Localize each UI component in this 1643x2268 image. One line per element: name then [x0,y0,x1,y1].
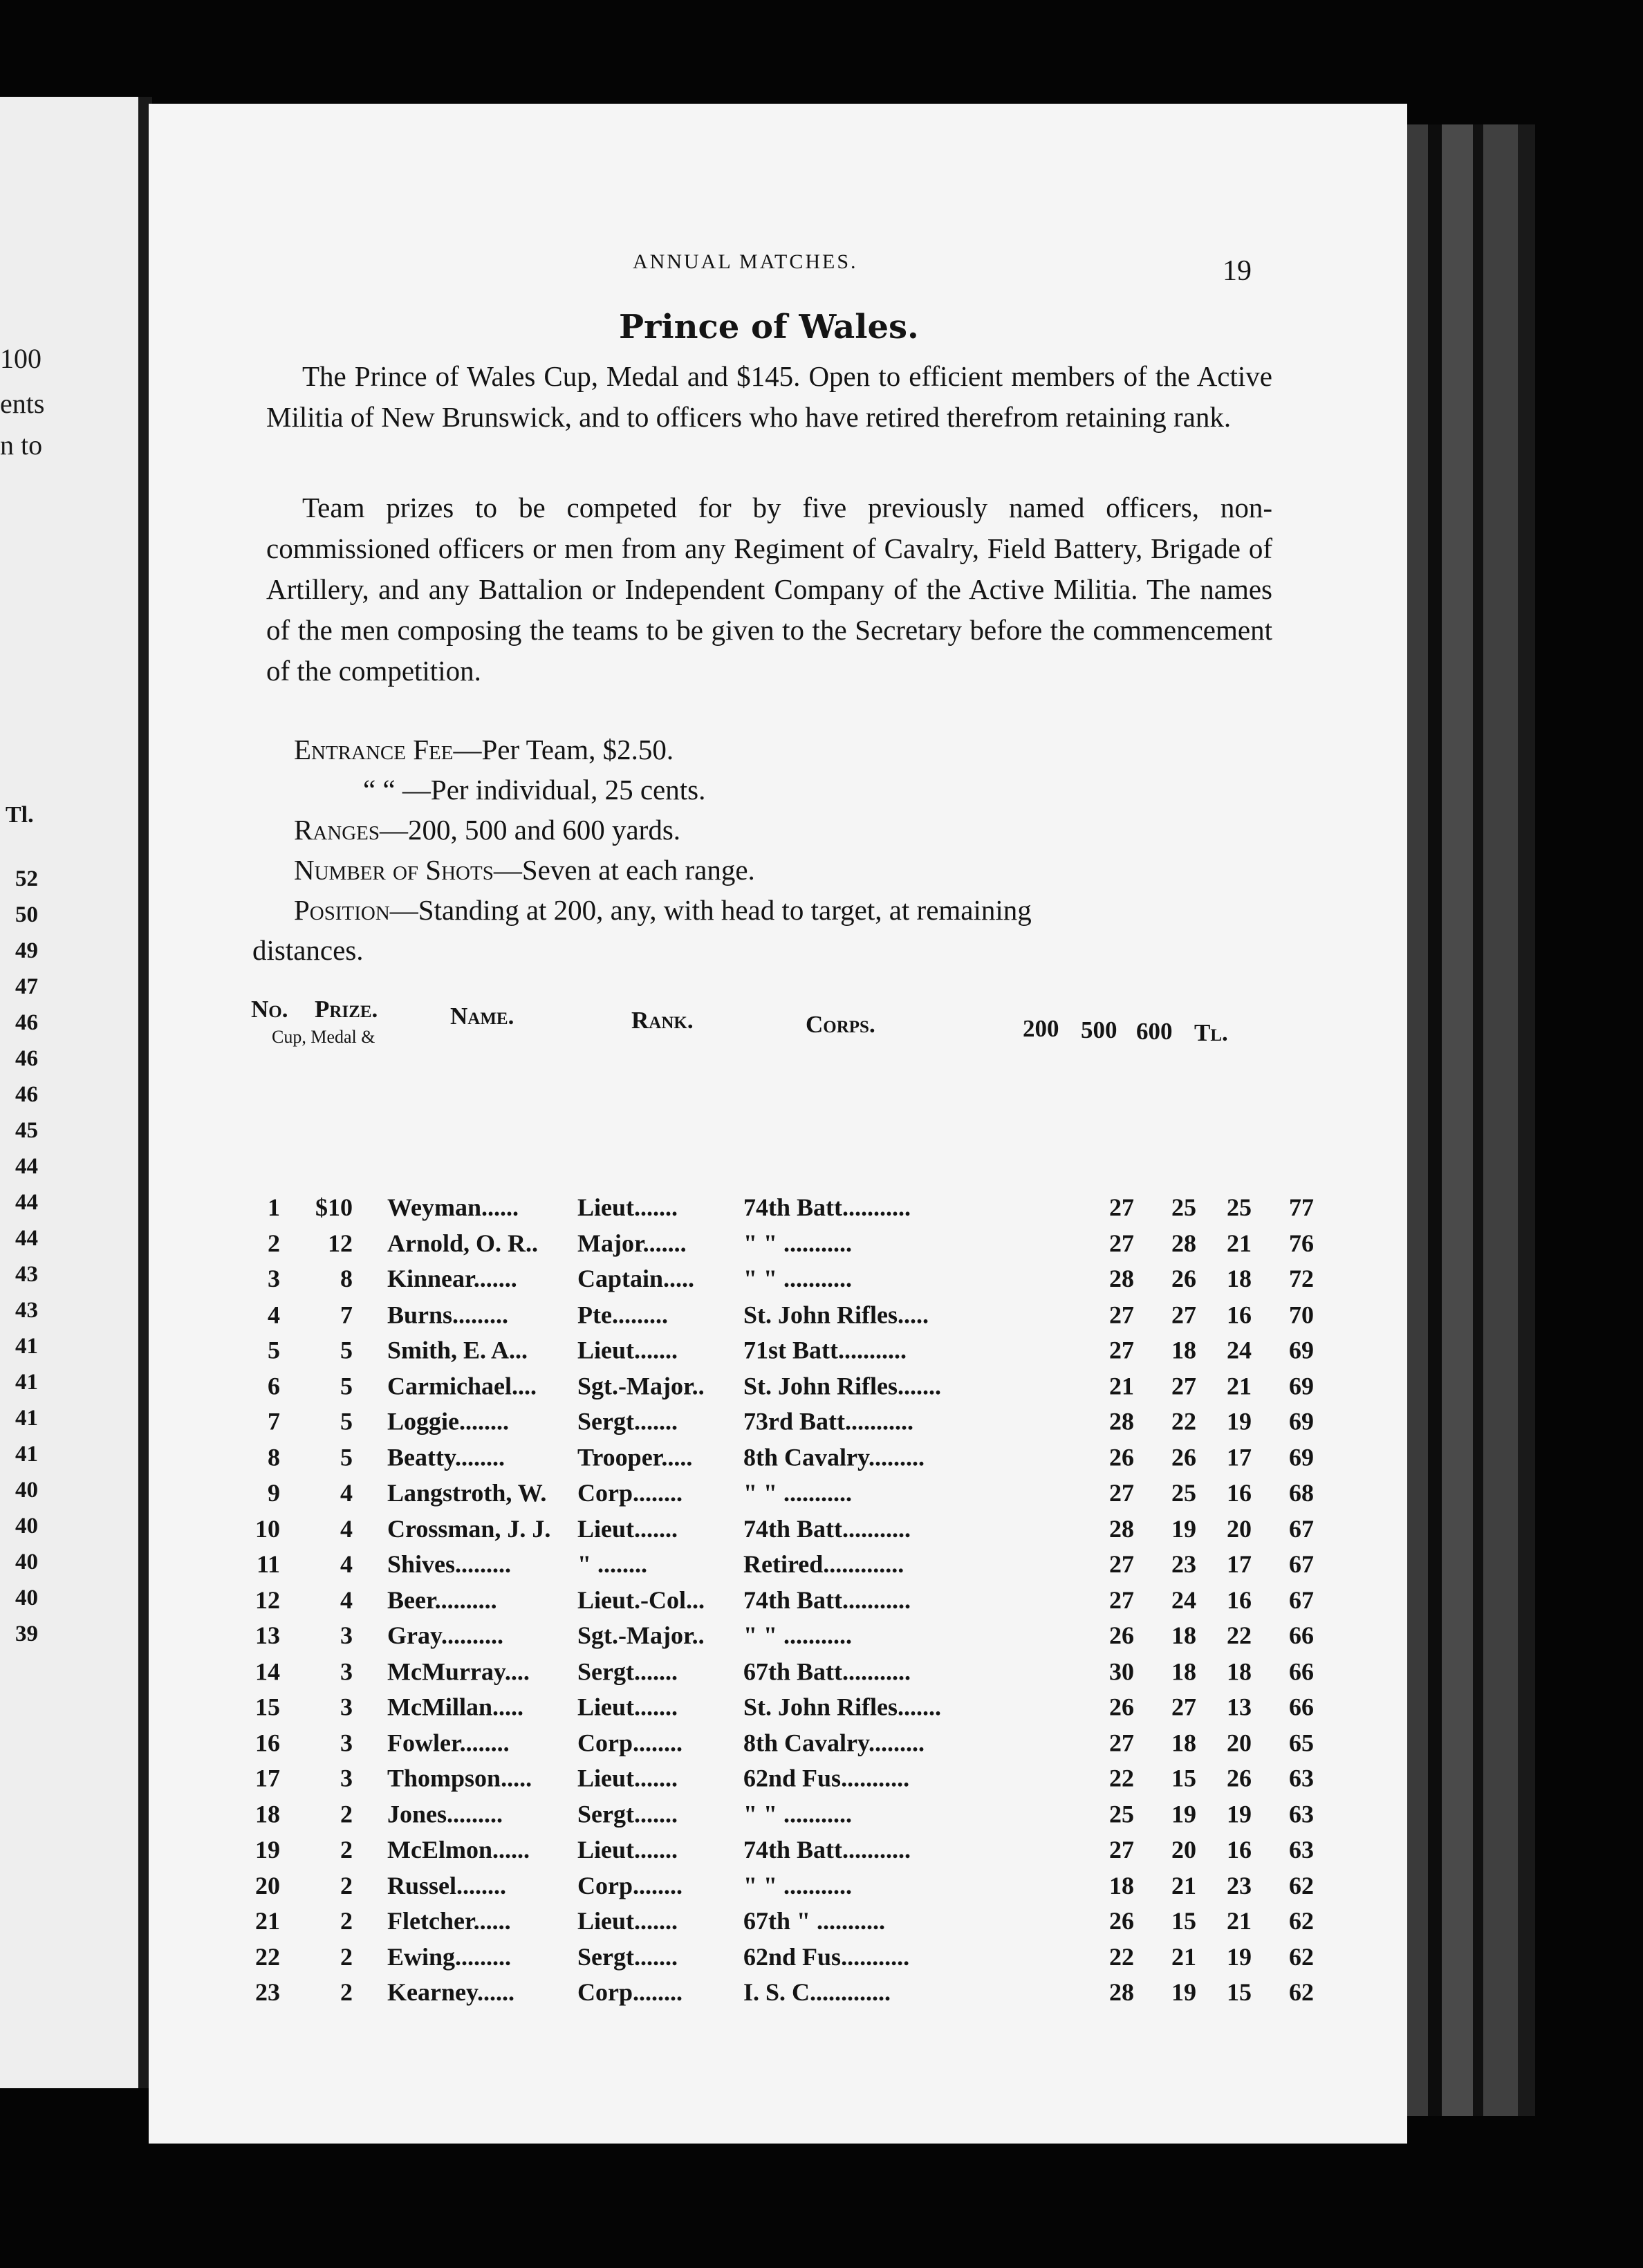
row-number: 18 [255,1800,280,1828]
row-name: Burns......... [387,1300,509,1328]
facing-page-total: 40 [15,1514,38,1539]
row-total: 66 [1289,1621,1314,1650]
row-number: 7 [268,1407,280,1435]
table-row [239,1335,1317,1372]
row-name: Beatty........ [387,1443,505,1471]
row-prize: 3 [340,1693,353,1721]
row-score-500: 24 [1171,1586,1196,1614]
table-row [239,1478,1317,1515]
entrance-fee-individual: “ “ —Per individual, 25 cents. [363,774,706,806]
row-number: 20 [255,1871,280,1899]
table-row [239,1550,1317,1586]
row-prize: 8 [340,1265,353,1293]
row-score-500: 19 [1171,1978,1196,2007]
row-rank: Lieut.-Col... [577,1586,705,1614]
row-number: 11 [256,1550,280,1578]
row-score-200: 27 [1109,1193,1134,1221]
row-total: 69 [1289,1443,1314,1471]
row-prize: 2 [340,1871,353,1899]
row-total: 68 [1289,1478,1314,1507]
row-score-200: 26 [1109,1907,1134,1935]
row-name: Russel........ [387,1871,507,1899]
row-number: 6 [268,1372,280,1400]
row-total: 67 [1289,1550,1314,1578]
row-name: McElmon...... [387,1835,530,1863]
row-rank: Pte......... [577,1300,668,1328]
row-score-200: 22 [1109,1942,1134,1971]
row-corps: 74th Batt........... [743,1835,911,1863]
header-corps: Corps. [806,1011,875,1038]
row-corps: " " ........... [743,1265,852,1293]
row-score-600: 18 [1227,1265,1252,1293]
row-name: Fowler........ [387,1729,510,1756]
row-corps: " " ........... [743,1871,852,1899]
row-corps: 71st Batt........... [743,1336,907,1364]
row-prize: 2 [340,1800,353,1828]
row-number: 22 [255,1942,280,1971]
facing-page-total: 50 [15,902,38,927]
row-rank: Lieut....... [577,1514,678,1543]
row-score-200: 28 [1109,1514,1134,1543]
row-prize: 2 [340,1978,353,2007]
row-number: 21 [255,1907,280,1935]
row-score-200: 27 [1109,1729,1134,1756]
row-rank: Sergt....... [577,1407,678,1435]
row-score-200: 22 [1109,1764,1134,1792]
row-name: Crossman, J. J. [387,1514,551,1543]
row-score-200: 21 [1109,1372,1134,1400]
row-rank: Corp........ [577,1978,683,2007]
row-number: 9 [268,1478,280,1507]
row-score-500: 19 [1171,1800,1196,1828]
facing-page-total: 40 [15,1478,38,1503]
header-name: Name. [450,1003,514,1030]
row-score-200: 28 [1109,1265,1134,1293]
row-score-600: 16 [1227,1835,1252,1863]
row-rank: Lieut....... [577,1693,678,1721]
page-edge [1428,124,1442,2116]
row-score-600: 25 [1227,1193,1252,1221]
row-prize: 12 [328,1229,353,1257]
row-corps: 67th " ........... [743,1907,885,1935]
facing-page-fragment: 100 [0,343,41,374]
row-corps: " " ........... [743,1478,852,1507]
table-row [239,1586,1317,1622]
row-prize: 4 [340,1478,353,1507]
row-score-500: 27 [1171,1372,1196,1400]
row-corps: St. John Rifles....... [743,1372,942,1400]
page-edge [1407,124,1428,2116]
row-name: Fletcher...... [387,1907,511,1935]
row-number: 2 [268,1229,280,1257]
running-head: ANNUAL MATCHES. [633,250,858,273]
row-name: Loggie........ [387,1407,509,1435]
row-score-600: 17 [1227,1443,1252,1471]
row-total: 63 [1289,1800,1314,1828]
row-score-200: 27 [1109,1478,1134,1507]
book-page [149,104,1407,2144]
facing-page-totals [15,861,38,1652]
row-score-200: 27 [1109,1300,1134,1328]
row-prize: 3 [340,1621,353,1650]
facing-page-total: 52 [15,866,38,891]
row-number: 3 [268,1265,280,1293]
row-prize: 4 [340,1550,353,1578]
row-score-500: 21 [1171,1942,1196,1971]
header-600: 600 [1136,1018,1173,1045]
row-number: 10 [255,1514,280,1543]
row-score-600: 19 [1227,1800,1252,1828]
row-corps: St. John Rifles....... [743,1693,942,1721]
page-edge [1473,124,1483,2116]
row-total: 62 [1289,1978,1314,2007]
row-score-600: 16 [1227,1478,1252,1507]
row-score-500: 15 [1171,1764,1196,1792]
row-score-500: 26 [1171,1265,1196,1293]
row-rank: Sgt.-Major.. [577,1621,705,1650]
table-row [239,1799,1317,1836]
row-prize: 5 [340,1407,353,1435]
table-row [239,1264,1317,1301]
row-score-600: 18 [1227,1657,1252,1685]
facing-page-total: 47 [15,974,38,999]
row-total: 62 [1289,1907,1314,1935]
header-prize: Prize. [315,996,378,1023]
row-number: 14 [255,1657,280,1685]
row-rank: Corp........ [577,1729,683,1756]
facing-page-total: 40 [15,1586,38,1610]
row-total: 69 [1289,1336,1314,1364]
row-score-200: 18 [1109,1871,1134,1899]
row-total: 70 [1289,1300,1314,1328]
paragraph-team-prizes: Team prizes to be competed for by five previously named officers, non-commissioned officers or men from any Regiment of Cavalry, Field Battery, Brigade of Artillery, and any Battalion or Independent Company of the Active Militia. The names of the men composing the teams to be given to the Secretary before the commencement of the competition. [266,492,1272,687]
row-score-600: 22 [1227,1621,1252,1650]
row-score-600: 21 [1227,1229,1252,1257]
row-prize: 2 [340,1835,353,1863]
row-number: 12 [255,1586,280,1614]
row-rank: Lieut....... [577,1835,678,1863]
row-total: 76 [1289,1229,1314,1257]
row-rank: Lieut....... [577,1336,678,1364]
facing-page-total: 46 [15,1010,38,1035]
row-score-500: 15 [1171,1907,1196,1935]
row-prize: 4 [340,1586,353,1614]
row-name: Gray.......... [387,1621,503,1650]
row-rank: Sergt....... [577,1942,678,1971]
facing-page [0,97,152,2088]
row-rank: Lieut....... [577,1193,678,1221]
row-name: Kearney...... [387,1978,514,2007]
row-corps: 74th Batt........... [743,1193,911,1221]
facing-page-total: 44 [15,1190,38,1215]
row-total: 72 [1289,1265,1314,1293]
row-prize: 3 [340,1764,353,1792]
row-score-600: 17 [1227,1550,1252,1578]
facing-page-total: 43 [15,1298,38,1323]
row-score-200: 28 [1109,1407,1134,1435]
page-edge [1483,124,1518,2116]
row-name: Smith, E. A... [387,1336,528,1364]
row-prize: $10 [315,1193,353,1221]
row-prize: 3 [340,1729,353,1756]
row-score-500: 19 [1171,1514,1196,1543]
row-total: 67 [1289,1514,1314,1543]
row-score-500: 23 [1171,1550,1196,1578]
row-score-500: 25 [1171,1193,1196,1221]
row-corps: 8th Cavalry......... [743,1443,925,1471]
facing-page-total: 41 [15,1442,38,1467]
section-title: Prince of Wales. [619,308,919,346]
facing-page-fragment: n to [0,429,43,461]
row-total: 69 [1289,1407,1314,1435]
row-score-600: 19 [1227,1407,1252,1435]
table-row [239,1371,1317,1408]
facing-page-total: 39 [15,1621,38,1646]
table-row [239,1835,1317,1872]
row-score-200: 27 [1109,1336,1134,1364]
row-corps: " " ........... [743,1800,852,1828]
row-name: Jones......... [387,1800,503,1828]
row-score-500: 22 [1171,1407,1196,1435]
table-row [239,1229,1317,1265]
row-prize: 4 [340,1514,353,1543]
row-name: Carmichael.... [387,1372,537,1400]
facing-page-total: 41 [15,1406,38,1431]
row-score-500: 25 [1171,1478,1196,1507]
row-rank: Sergt....... [577,1657,678,1685]
header-no: No. [251,996,288,1023]
row-name: Thompson..... [387,1764,532,1792]
table-row [239,1657,1317,1693]
table-row [239,1942,1317,1979]
page-edge [1518,124,1535,2116]
row-name: Weyman...... [387,1193,519,1221]
row-number: 4 [268,1300,280,1328]
row-score-600: 13 [1227,1693,1252,1721]
facing-page-total: 41 [15,1334,38,1359]
row-score-200: 26 [1109,1443,1134,1471]
row-number: 19 [255,1835,280,1863]
row-rank: Lieut....... [577,1764,678,1792]
row-score-600: 20 [1227,1729,1252,1756]
row-name: Langstroth, W. [387,1478,547,1507]
row-score-200: 25 [1109,1800,1134,1828]
row-total: 67 [1289,1586,1314,1614]
facing-page-total: 45 [15,1118,38,1143]
row-corps: 62nd Fus........... [743,1942,910,1971]
row-name: Beer.......... [387,1586,497,1614]
row-score-200: 28 [1109,1978,1134,2007]
row-prize: 5 [340,1336,353,1364]
row-score-500: 27 [1171,1693,1196,1721]
row-number: 1 [268,1193,280,1221]
row-rank: Sergt....... [577,1800,678,1828]
position-rule-continued: distances. [252,934,364,966]
table-row [239,1692,1317,1729]
row-score-200: 27 [1109,1229,1134,1257]
row-score-600: 21 [1227,1372,1252,1400]
row-score-500: 18 [1171,1729,1196,1756]
row-score-500: 21 [1171,1871,1196,1899]
table-row [239,1300,1317,1337]
row-total: 62 [1289,1871,1314,1899]
row-number: 17 [255,1764,280,1792]
row-score-600: 23 [1227,1871,1252,1899]
row-score-500: 18 [1171,1336,1196,1364]
row-total: 63 [1289,1764,1314,1792]
facing-page-total: 46 [15,1082,38,1107]
table-row [239,1764,1317,1801]
row-corps: 67th Batt........... [743,1657,911,1685]
row-score-200: 27 [1109,1835,1134,1863]
row-score-200: 26 [1109,1621,1134,1650]
row-total: 62 [1289,1942,1314,1971]
row-score-600: 21 [1227,1907,1252,1935]
ranges: Ranges—200, 500 and 600 yards. [294,814,681,846]
row-score-200: 26 [1109,1693,1134,1721]
row-prize: 5 [340,1443,353,1471]
position-rule: Position—Standing at 200, any, with head to target, at remaining [294,894,1032,926]
header-500: 500 [1081,1016,1117,1043]
row-rank: Trooper..... [577,1443,693,1471]
number-of-shots: Number of Shots—Seven at each range. [294,854,755,886]
table-row [239,1870,1317,1907]
results-table [239,1193,1317,2028]
header-rank: Rank. [631,1007,694,1034]
table-row [239,1442,1317,1479]
row-rank: Major....... [577,1229,687,1257]
row-corps: 73rd Batt........... [743,1407,913,1435]
row-prize: 2 [340,1942,353,1971]
table-row [239,1621,1317,1657]
table-row [239,1407,1317,1444]
row-number: 16 [255,1729,280,1756]
table-row [239,1978,1317,2014]
row-score-600: 26 [1227,1764,1252,1792]
row-score-600: 15 [1227,1978,1252,2007]
header-total: Tl. [1194,1019,1228,1046]
row-number: 5 [268,1336,280,1364]
row-name: McMurray.... [387,1657,530,1685]
row-score-600: 20 [1227,1514,1252,1543]
row-prize: 2 [340,1907,353,1935]
row-total: 66 [1289,1693,1314,1721]
facing-page-fragment: ents [0,388,45,419]
row-score-500: 28 [1171,1229,1196,1257]
row-name: McMillan..... [387,1693,523,1721]
table-row [239,1514,1317,1550]
row-score-600: 24 [1227,1336,1252,1364]
row-score-500: 27 [1171,1300,1196,1328]
paragraph-eligibility: The Prince of Wales Cup, Medal and $145. Open to efficient members of the Active Militia of New Brunswick, and to officers who have retired therefrom retaining rank. [266,360,1272,433]
row-score-600: 19 [1227,1942,1252,1971]
facing-page-total: 44 [15,1154,38,1179]
facing-page-total: 49 [15,938,38,963]
facing-page-total-header: Tl. [6,802,34,828]
row-rank: Sgt.-Major.. [577,1372,705,1400]
row-rank: Captain..... [577,1265,695,1293]
row-corps: " " ........... [743,1621,852,1650]
row-corps: I. S. C............. [743,1978,891,2007]
row-number: 13 [255,1621,280,1650]
page-number: 19 [1223,255,1252,287]
row-rank: Corp........ [577,1871,683,1899]
facing-page-total: 41 [15,1370,38,1395]
row-number: 23 [255,1978,280,2007]
row-corps: 8th Cavalry......... [743,1729,925,1756]
row-corps: Retired............. [743,1550,904,1578]
row-total: 69 [1289,1372,1314,1400]
row-corps: " " ........... [743,1229,852,1257]
row-number: 8 [268,1443,280,1471]
row-prize: 3 [340,1657,353,1685]
row-score-200: 30 [1109,1657,1134,1685]
facing-page-total: 46 [15,1046,38,1071]
row-score-500: 18 [1171,1657,1196,1685]
row-score-200: 27 [1109,1550,1134,1578]
header-prize-sub: Cup, Medal & [272,1027,375,1047]
table-row [239,1193,1317,1229]
row-corps: 62nd Fus........... [743,1764,910,1792]
row-rank: Corp........ [577,1478,683,1507]
page-edge [1442,124,1473,2116]
row-corps: 74th Batt........... [743,1514,911,1543]
row-number: 15 [255,1693,280,1721]
row-name: Shives......... [387,1550,512,1578]
facing-page-total: 44 [15,1226,38,1251]
row-corps: St. John Rifles..... [743,1300,929,1328]
row-score-500: 18 [1171,1621,1196,1650]
row-score-200: 27 [1109,1586,1134,1614]
row-score-500: 26 [1171,1443,1196,1471]
row-prize: 5 [340,1372,353,1400]
row-total: 63 [1289,1835,1314,1863]
row-name: Kinnear....... [387,1265,517,1293]
row-name: Ewing......... [387,1942,512,1971]
facing-page-total: 40 [15,1550,38,1574]
row-corps: 74th Batt........... [743,1586,911,1614]
facing-page-total: 43 [15,1262,38,1287]
row-total: 65 [1289,1729,1314,1756]
row-score-500: 20 [1171,1835,1196,1863]
row-total: 77 [1289,1193,1314,1221]
row-score-600: 16 [1227,1300,1252,1328]
entrance-fee-team: Entrance Fee—Per Team, $2.50. [294,734,674,765]
row-rank: Lieut....... [577,1907,678,1935]
row-prize: 7 [340,1300,353,1328]
table-row [239,1728,1317,1765]
table-row [239,1906,1317,1943]
row-score-600: 16 [1227,1586,1252,1614]
row-total: 66 [1289,1657,1314,1685]
row-name: Arnold, O. R.. [387,1229,539,1257]
header-200: 200 [1023,1015,1059,1042]
row-rank: " ........ [577,1550,647,1578]
